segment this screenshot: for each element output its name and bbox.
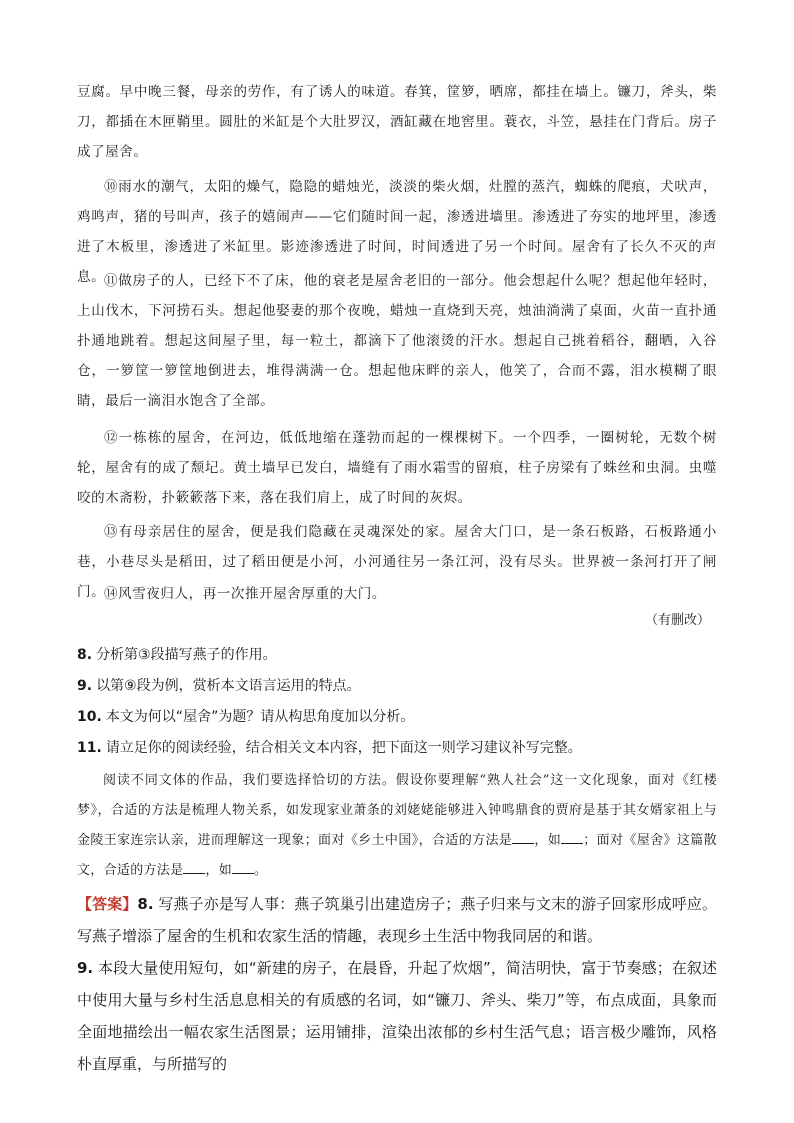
suggestion-text-1: 阅读不同文体的作品，我们要选择恰切的方法。假设你要理解“熟人社会”这一文化现象，面对《红楼梦》，合适的方法是梳理人物关系，如发现家业萧条的刘姥姥能够进入钟鸣鼎食的贾府是基于其女婿家祖上与金陵王家连宗认亲，进而理解这一现象；面对《乡土中国》，合适的方法是 xyxy=(77,773,717,848)
answer-8 xyxy=(77,888,717,952)
credit-note: （有删改） xyxy=(644,613,710,628)
question-text: 请立足你的阅读经验，结合相关文本内容，把下面这一则学习建议补写完整。 xyxy=(105,740,582,756)
answer-blank-3[interactable] xyxy=(183,859,205,874)
passage-paragraph-13: ⑬有母亲居住的屋舍，便是我们隐藏在灵魂深处的家。屋舍大门口，是一条石板路，石板路通小巷，小巷尽头是稻田，过了稻田便是小河，小河通往另一条江河，没有尽头。世界被一条河打开了闸门。 xyxy=(77,524,717,600)
passage-paragraph-9-end: 豆腐。早中晚三餐，母亲的劳作，有了诱人的味道。春箕，筐箩，晒席，都挂在墙上。镰刀，斧头，柴刀，都插在木匣鞘里。圆肚的米缸是个大肚罗汉，酒缸藏在地窖里。蓑衣，斗笠，悬挂在门背后。房子成了屋舍。 xyxy=(77,84,717,160)
question-11 xyxy=(77,733,717,763)
passage-paragraph-12: ⑫一栋栋的屋舍，在河边，低低地缩在蓬勃而起的一棵棵树下。一个四季，一圈树轮，无数个树轮，屋舍有的成了颓圮。黄土墙早已发白，墙缝有了雨水霜雪的留痕，柱子房梁有了蛛丝和虫洞。虫噬咬的木斋粉，扑簌簌落下来，落在我们肩上，成了时间的灰烬。 xyxy=(77,430,717,506)
study-suggestion xyxy=(77,766,717,886)
passage-paragraph-11: ⑪做房子的人，已经下不了床，他的衰老是屋舍老旧的一部分。他会想起什么呢？想起他年轻时，上山伐木，下河捞石头。想起他娶妻的那个夜晚，蜡烛一直烧到天亮，烛油淌满了桌面，火苗一直扑通扑通地跳着。想起这间屋子里，每一粒土，都滴下了他滚烫的汗水。想起自己挑着稻谷，翻晒，入谷仓，一箩筐一箩筐地倒进去，堆得满满一仓。想起他床畔的亲人，他笑了，合而不露，泪水模糊了眼睛，最后一滴泪水饱含了全部。 xyxy=(77,273,717,409)
question-8 xyxy=(77,640,717,670)
answer-9 xyxy=(77,952,717,1080)
question-text: 以第⑨段为例，赏析本文语言运用的特点。 xyxy=(96,678,361,694)
answer-text: 写燕子亦是写人事：燕子筑巢引出建造房子；燕子归来与文末的游子回家形成呼应。写燕子增添了屋舍的生机和农家生活的情趣，表现乡土生活中物我同居的和谐。 xyxy=(77,895,717,945)
answer-text: 本段大量使用短句，如“新建的房子，在晨昏，升起了炊烟”，简洁明快，富于节奏感；在叙述中使用大量与乡村生活息息相关的有质感的名词，如“镰刀、斧头、柴刀”等，布点成面，具象而全面地描绘出一幅农家生活图景；运用铺排，渲染出浓郁的乡村生活气息；语言极少雕饰，风格朴直厚重，与所描写的 xyxy=(77,959,717,1073)
question-number: 10. xyxy=(77,709,102,725)
answer-blank-1[interactable] xyxy=(512,829,534,844)
passage-paragraph-14: ⑭风雪夜归人，再一次推开屋舍厚重的大门。 xyxy=(104,586,386,602)
suggestion-text-4: ，如 xyxy=(205,863,233,878)
suggestion-text-3: ；面对《屋舍》这篇散文，合适的方法是 xyxy=(77,833,717,878)
answer-blank-4[interactable] xyxy=(232,859,254,874)
question-number: 9. xyxy=(77,678,93,694)
question-text: 分析第③段描写燕子的作用。 xyxy=(96,647,277,663)
answer-number: 8. xyxy=(137,895,154,913)
question-text: 本文为何以“屋舍”为题？请从构思角度加以分析。 xyxy=(105,709,415,725)
question-9 xyxy=(77,671,717,701)
suggestion-text-2: ，如 xyxy=(534,833,562,848)
question-number: 11. xyxy=(77,740,102,756)
suggestion-text-5: 。 xyxy=(254,863,268,878)
answer-number: 9. xyxy=(77,959,94,977)
passage-paragraph-10: ⑩雨水的潮气，太阳的燥气，隐隐的蜡烛光，淡淡的柴火烟，灶膛的蒸汽，蜘蛛的爬痕，犬吠声，鸡鸣声，猪的号叫声，孩子的嬉闹声——它们随时间一起，渗透进墙里。渗透进了夯实的地坪里，渗透进了木板里，渗透进了米缸里。影迹渗透进了时间，时间透进了另一个时间。屋舍有了长久不灭的声息。 xyxy=(77,179,717,285)
answer-blank-2[interactable] xyxy=(561,829,583,844)
question-number: 8. xyxy=(77,647,93,663)
question-10 xyxy=(77,702,717,732)
answer-tag: 【答案】 xyxy=(77,895,138,913)
